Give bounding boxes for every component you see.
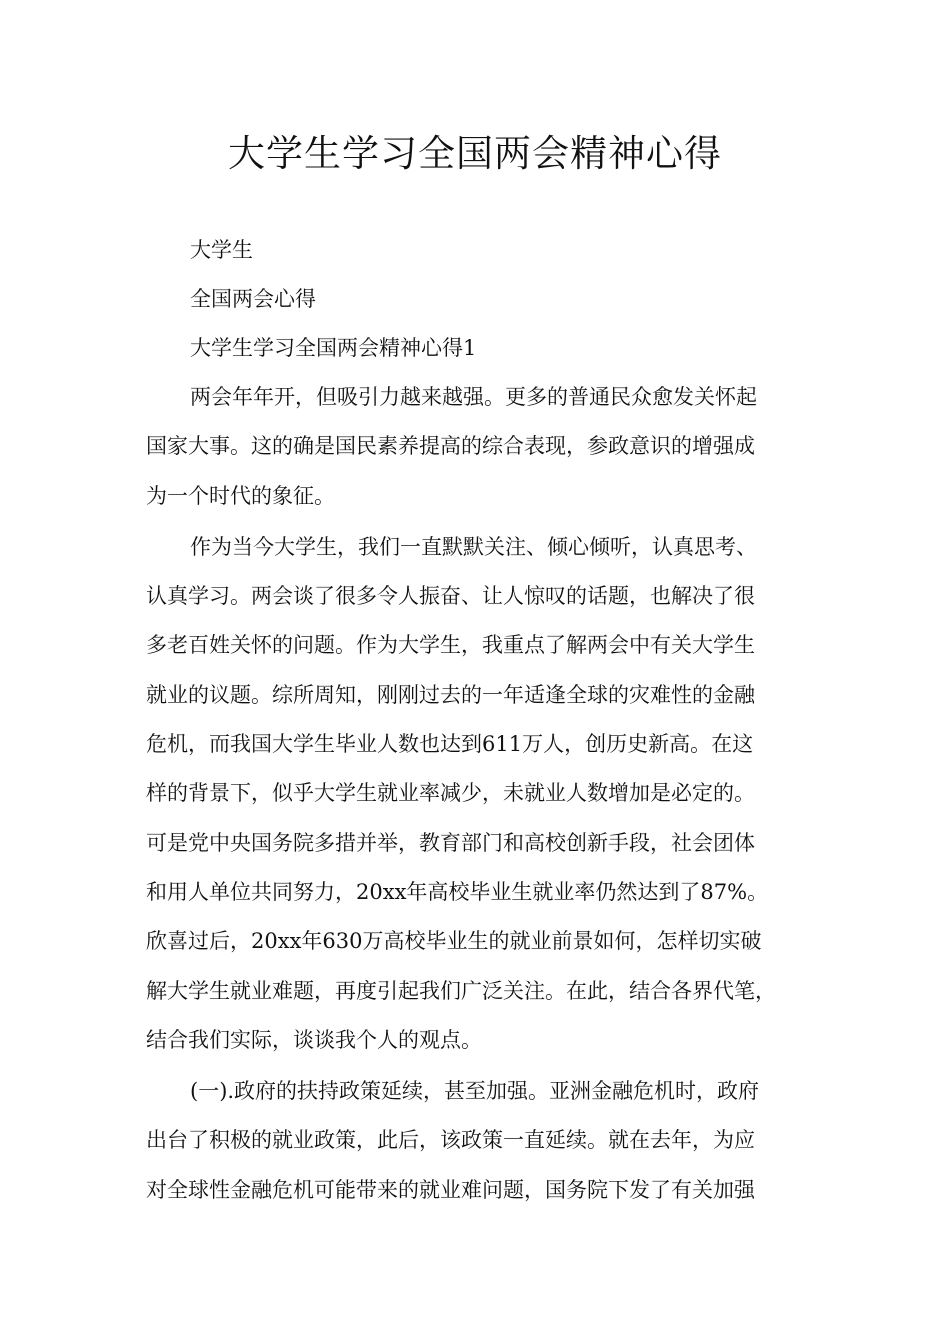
paragraph bbox=[146, 523, 822, 1065]
paragraph-line: 多老百姓关怀的问题。作为大学生，我重点了解两会中有关大学生 bbox=[146, 633, 755, 658]
paragraph-line: 出台了积极的就业政策，此后，该政策一直延续。就在去年，为应 bbox=[146, 1128, 755, 1153]
paragraph-line: 为一个时代的象征。 bbox=[146, 483, 335, 508]
paragraph bbox=[146, 373, 822, 521]
paragraph-line: 和用人单位共同努力，20xx年高校毕业生就业率仍然达到了87%。 bbox=[146, 879, 769, 904]
paragraph-line: 结合我们实际，谈谈我个人的观点。 bbox=[146, 1027, 482, 1052]
paragraph-line: 危机，而我国大学生毕业人数也达到611万人，创历史新高。在这 bbox=[146, 732, 754, 757]
paragraph-line: 国家大事。这的确是国民素养提高的综合表现，参政意识的增强成 bbox=[146, 434, 755, 459]
document-body bbox=[146, 226, 822, 1215]
tag-line: 全国两会心得 bbox=[190, 287, 316, 311]
paragraph-line: 样的背景下，似乎大学生就业率减少，未就业人数增加是必定的。 bbox=[146, 781, 755, 806]
document-title: 大学生学习全国两会精神心得 bbox=[228, 132, 722, 175]
paragraph-line: 解大学生就业难题，再度引起我们广泛关注。在此，结合各界代笔， bbox=[146, 978, 776, 1003]
paragraph-line: (一).政府的扶持政策延续，甚至加强。亚洲金融危机时，政府 bbox=[190, 1079, 760, 1104]
tag-line: 大学生 bbox=[190, 238, 253, 262]
paragraph-line: 就业的议题。综所周知，刚刚过去的一年适逢全球的灾难性的金融 bbox=[146, 682, 755, 707]
paragraph bbox=[146, 1067, 822, 1215]
paragraph-line: 两会年年开，但吸引力越来越强。更多的普通民众愈发关怀起 bbox=[190, 385, 757, 409]
paragraph-line: 可是党中央国务院多措并举，教育部门和高校创新手段，社会团体 bbox=[146, 830, 755, 855]
paragraph-line: 欣喜过后，20xx年630万高校毕业生的就业前景如何，怎样切实破 bbox=[146, 929, 762, 954]
section-subtitle: 大学生学习全国两会精神心得1 bbox=[190, 336, 477, 360]
paragraph-line: 作为当今大学生，我们一直默默关注、倾心倾听，认真思考、 bbox=[190, 534, 757, 559]
paragraph-line: 认真学习。两会谈了很多令人振奋、让人惊叹的话题，也解决了很 bbox=[146, 584, 755, 609]
paragraph-line: 对全球性金融危机可能带来的就业难问题，国务院下发了有关加强 bbox=[146, 1177, 755, 1202]
